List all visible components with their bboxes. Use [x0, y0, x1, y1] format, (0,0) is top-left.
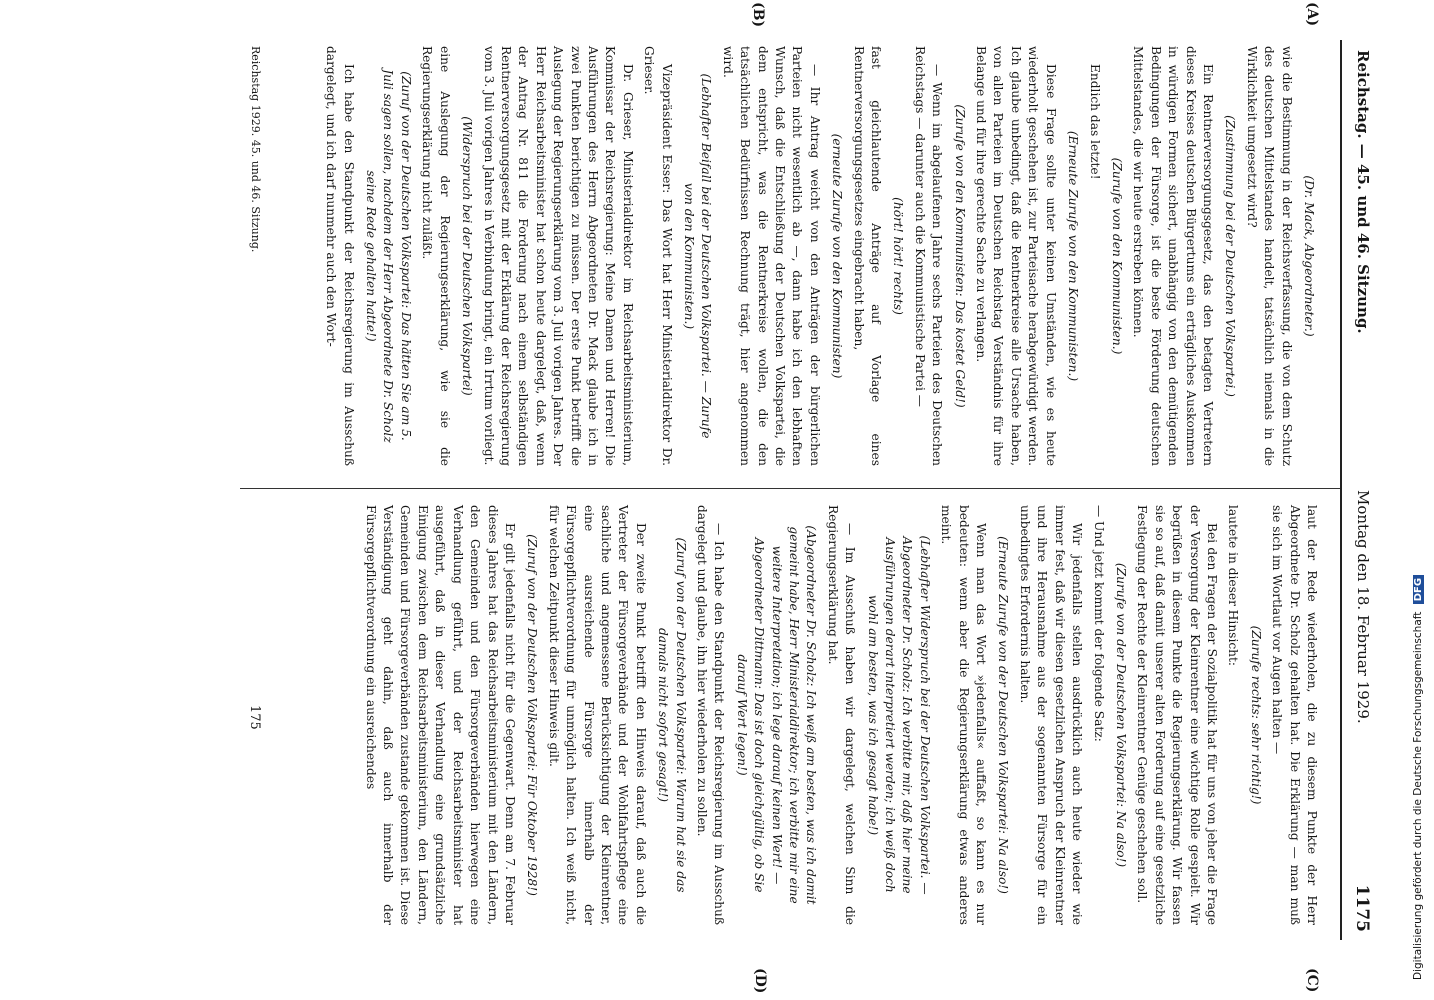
- paragraph: Wenn man das Wort »jedenfalls« auffaßt, so kann es nur bedeuten: wenn aber die Regierungserklärung etwas anderes meint.: [939, 505, 989, 925]
- paragraph: laut der Rede wiederholen, die zu diesem Punkte der Herr Abgeordnete Dr. Scholz gehalten hat. Die Erklärung — man muß sie sich im Wortlaut vor Augen halten —: [1270, 505, 1319, 925]
- interjection: (Zuruf von der Deutschen Volkspartei: Warum hat sie das damals nicht sofort gesagt!): [656, 537, 688, 893]
- interjection: (Lebhafter Widerspruch bei der Deutschen Volkspartei. — Abgeordneter Dr. Scholz: Ich verbitte mir, daß hier meine Ausführungen derart interpretiert werden; ich weiß doch wohl am besten, was ich gesagt habe!): [865, 535, 932, 895]
- interjection: (Dr. Mack, Abgeordneter.): [1302, 175, 1316, 337]
- margin-mark-c: (C): [1304, 968, 1320, 993]
- paragraph: lautete in dieser Hinsicht:: [1226, 505, 1241, 667]
- right-column: [357, 505, 1320, 925]
- interjection: (Zurufe von der Deutschen Volkspartei: Na also!): [1113, 562, 1128, 868]
- interjection: (Abgeordneter Dr. Scholz: Ich weiß am besten, was ich damit gemeint habe, Herr Ministerialdirektor; ich verbitte mir eine weitere Interpretation; ich lege darauf keinen Wert! — Abgeordneter Dittmann: Das ist doch gleichgültig, ob Sie darauf Wert legen!): [734, 525, 819, 905]
- paragraph: eine Auslegung der Regierungserklärung, wie sie die Regierungserklärung nicht zuläßt.: [420, 46, 452, 466]
- interjection: (Erneute Zurufe von der Deutschen Volkspartei: Na also!): [996, 536, 1011, 894]
- margin-mark-b: (B): [750, 2, 766, 28]
- paragraph: — Im Ausschuß haben wir dargelegt, welchen Sinn die Regierungserklärung hat.: [825, 505, 858, 925]
- paragraph: — Wenn im abgelaufenen Jahre sechs Parteien des Deutschen Reichstags — darunter auch die Kommunistische Partei —: [912, 46, 945, 466]
- paragraph: Er gilt jedenfalls nicht für die Gegenwart. Denn am 7. Februar dieses Jahres hat das Reichsarbeitsministerium mit den Ländern, den Gemeinden und den Fürsorgeverbänden hierwegen eine Verhandlung geführt, und der Reichsarbeitsminister hat ausgeführt, daß in dieser Verhandlung eine grundsätzliche Einigung zwischen dem Reichsarbeitsministerium, den Ländern, Gemeinden und Fürsorgeverbänden zustande gekommen ist. Diese Verständigung geht dahin, daß auch innerhalb der Fürsorgepflichtverordnung ein ausreichendes: [363, 505, 517, 925]
- paragraph: Vizepräsident Esser: Das Wort hat Herr Ministerialdirektor Dr. Grieser.: [642, 46, 674, 466]
- footer-page-number: 175: [247, 705, 262, 730]
- paragraph: Diese Frage sollte unter keinen Umständen, wie es heute wiederholt geschehen ist, zur Parteisache herabgewürdigt werden. Ich glaube unbedingt, daß die Rentnerkreise alle Ursache haben, von allen Parteien im Deutschen Reichstag Verständnis für ihre Belange und für ihre gerechte Sache zu verlangen.: [974, 46, 1058, 466]
- paragraph: wie die Bestimmung in der Reichsverfassung, die von dem Schutz des deutschen Mittelstandes handelt, tatsächlich niemals in die Wirklichkeit umgesetzt wird?: [1244, 46, 1294, 466]
- paragraph: Wir jedenfalls stellen ausdrücklich auch heute wieder wie immer fest, daß wir diesen gesetzlichen Anspruch der Kleinrentner und ihre Herausnahme aus der sogenannten Fürsorge für ein unbedingtes Erfordernis halten.: [1017, 505, 1085, 925]
- column-divider: [240, 488, 1340, 489]
- header-date: Montag den 18. Februar 1929.: [1354, 490, 1372, 724]
- paragraph: — Und jetzt kommt der folgende Satz:: [1091, 505, 1106, 742]
- margin-mark-a: (A): [1304, 2, 1320, 27]
- footer-left: Reichstag 1929. 45. und 46. Sitzung.: [249, 46, 262, 253]
- paragraph: Bei den Fragen der Sozialpolitik hat für uns von jeher die Frage der Versorgung der Kleinrentner eine wichtige Rolle gespielt. Wir begrüßen in diesem Punkte die Regierungserklärung. Wir fassen sie so auf, daß damit unserer alten Forderung auf eine gesetzliche Festlegung der Rechte der Kleinrentner Genüge geschehen soll.: [1135, 505, 1219, 925]
- digitization-note-text: Digitalisierung gefördert durch die Deutsche Forschungsgemeinschaft: [1412, 611, 1424, 980]
- paragraph: fast gleichlautende Anträge auf Vorlage eines Rentnerversorgungsgesetzes eingebracht haben,: [851, 46, 884, 466]
- dfg-logo: DFG: [1413, 575, 1424, 604]
- interjection: (Widerspruch bei der Deutschen Volkspartei): [460, 116, 475, 396]
- paragraph: Ich habe den Standpunkt der Reichsregierung im Ausschuß dargelegt, und ich darf nunmehr auch den Wort-: [324, 46, 356, 466]
- interjection: (hört! hört! rechts): [891, 197, 906, 315]
- interjection: (Lebhafter Beifall bei der Deutschen Volkspartei. — Zurufe von den Kommunisten.): [682, 73, 714, 439]
- interjection: (Zuruf von der Deutschen Volkspartei: Das hätten Sie am 5. Juli sagen sollen, nachdem der Herr Abgeordnete Dr. Scholz seine Rede gehalten hatte!): [364, 69, 413, 443]
- interjection: (Erneute Zurufe von den Kommunisten.): [1066, 130, 1081, 382]
- header-rule: [1340, 40, 1342, 940]
- page-header: [1330, 40, 1380, 940]
- margin-mark-d: (D): [752, 968, 768, 994]
- interjection: (Zurufe rechts: sehr richtig!): [1248, 625, 1263, 805]
- paragraph: — Ihr Antrag weicht von den Anträgen der bürgerlichen Parteien nicht wesentlich ab —, dann habe ich den lebhaften Wunsch, daß die Entschließung der Deutschen Volkspartei, die dem entspricht, was die Rentnerkreise wollen, die den tatsächlichen Bedürfnissen Rechnung trägt, hier angenommen wird.: [720, 46, 822, 466]
- interjection: (Zurufe von den Kommunisten: Das kostet Geld!): [952, 104, 967, 408]
- paragraph: Dr. Grieser, Ministerialdirektor im Reichsarbeitsministerium, Kommissar der Reichsregierung: Meine Damen und Herren! Die Ausführungen des Herrn Abgeordneten Dr. Mack glaube ich in zwei Punkten berichtigen zu müssen. Der erste Punkt betrifft die Auslegung der Regierungserklärung vom 3. Juli vorigen Jahres. Der Herr Reichsarbeitsminister hat schon heute dargelegt, daß, wenn der Antrag Nr. 811 die Forderung nach einem selbständigen Rentnerversorgungsgesetz mit der Erklärung der Reichsregierung vom 3. Juli vorigen Jahres in Verbindung bringt, ein Irrtum vorliegt.: [481, 46, 635, 466]
- paragraph: — Ich habe den Standpunkt der Reichsregierung im Ausschuß dargelegt und glaube, ihn hier wiederholen zu sollen.: [695, 505, 727, 925]
- scanned-page: [60, 2, 1380, 994]
- paragraph: Der zweite Punkt betrifft den Hinweis darauf, daß auch die Vertreter der Fürsorgeverbände und der Wohlfahrtspflege eine sachliche und angemessene Berücksichtigung der Kleinrentner, eine ausreichende Fürsorge innerhalb der Fürsorgepflichtverordnung für unmöglich halten. Ich weiß nicht, für welchen Zeitpunkt dieser Hinweis gilt.: [546, 505, 648, 925]
- interjection: (Zurufe von den Kommunisten.): [1109, 157, 1124, 355]
- paragraph: Endlich das letzte!: [1087, 64, 1102, 180]
- interjection: (Zustimmung bei der Deutschen Volkspartei.): [1223, 115, 1238, 397]
- interjection: (erneute Zurufe von den Kommunisten): [830, 133, 845, 379]
- paragraph: Ein Rentnerversorgungsgesetz, das den betagten Vertretern dieses Kreises deutschen Bürgertums ein erträgliches Auskommen in würdigen Formen sichert, unabhängig von den demütigenden Bedingungen der Fürsorge, ist die beste Förderung deutschen Mittelstandes, die wir heute erstreben können.: [1131, 46, 1215, 466]
- header-page-number: 1175: [1352, 884, 1372, 932]
- interjection: (Zuruf von der Deutschen Volkspartei: Für Oktober 1928!): [525, 534, 540, 896]
- left-column: [318, 46, 1320, 466]
- header-left: Reichstag. — 45. und 46. Sitzung.: [1354, 50, 1372, 334]
- digitization-note: [1412, 20, 1424, 980]
